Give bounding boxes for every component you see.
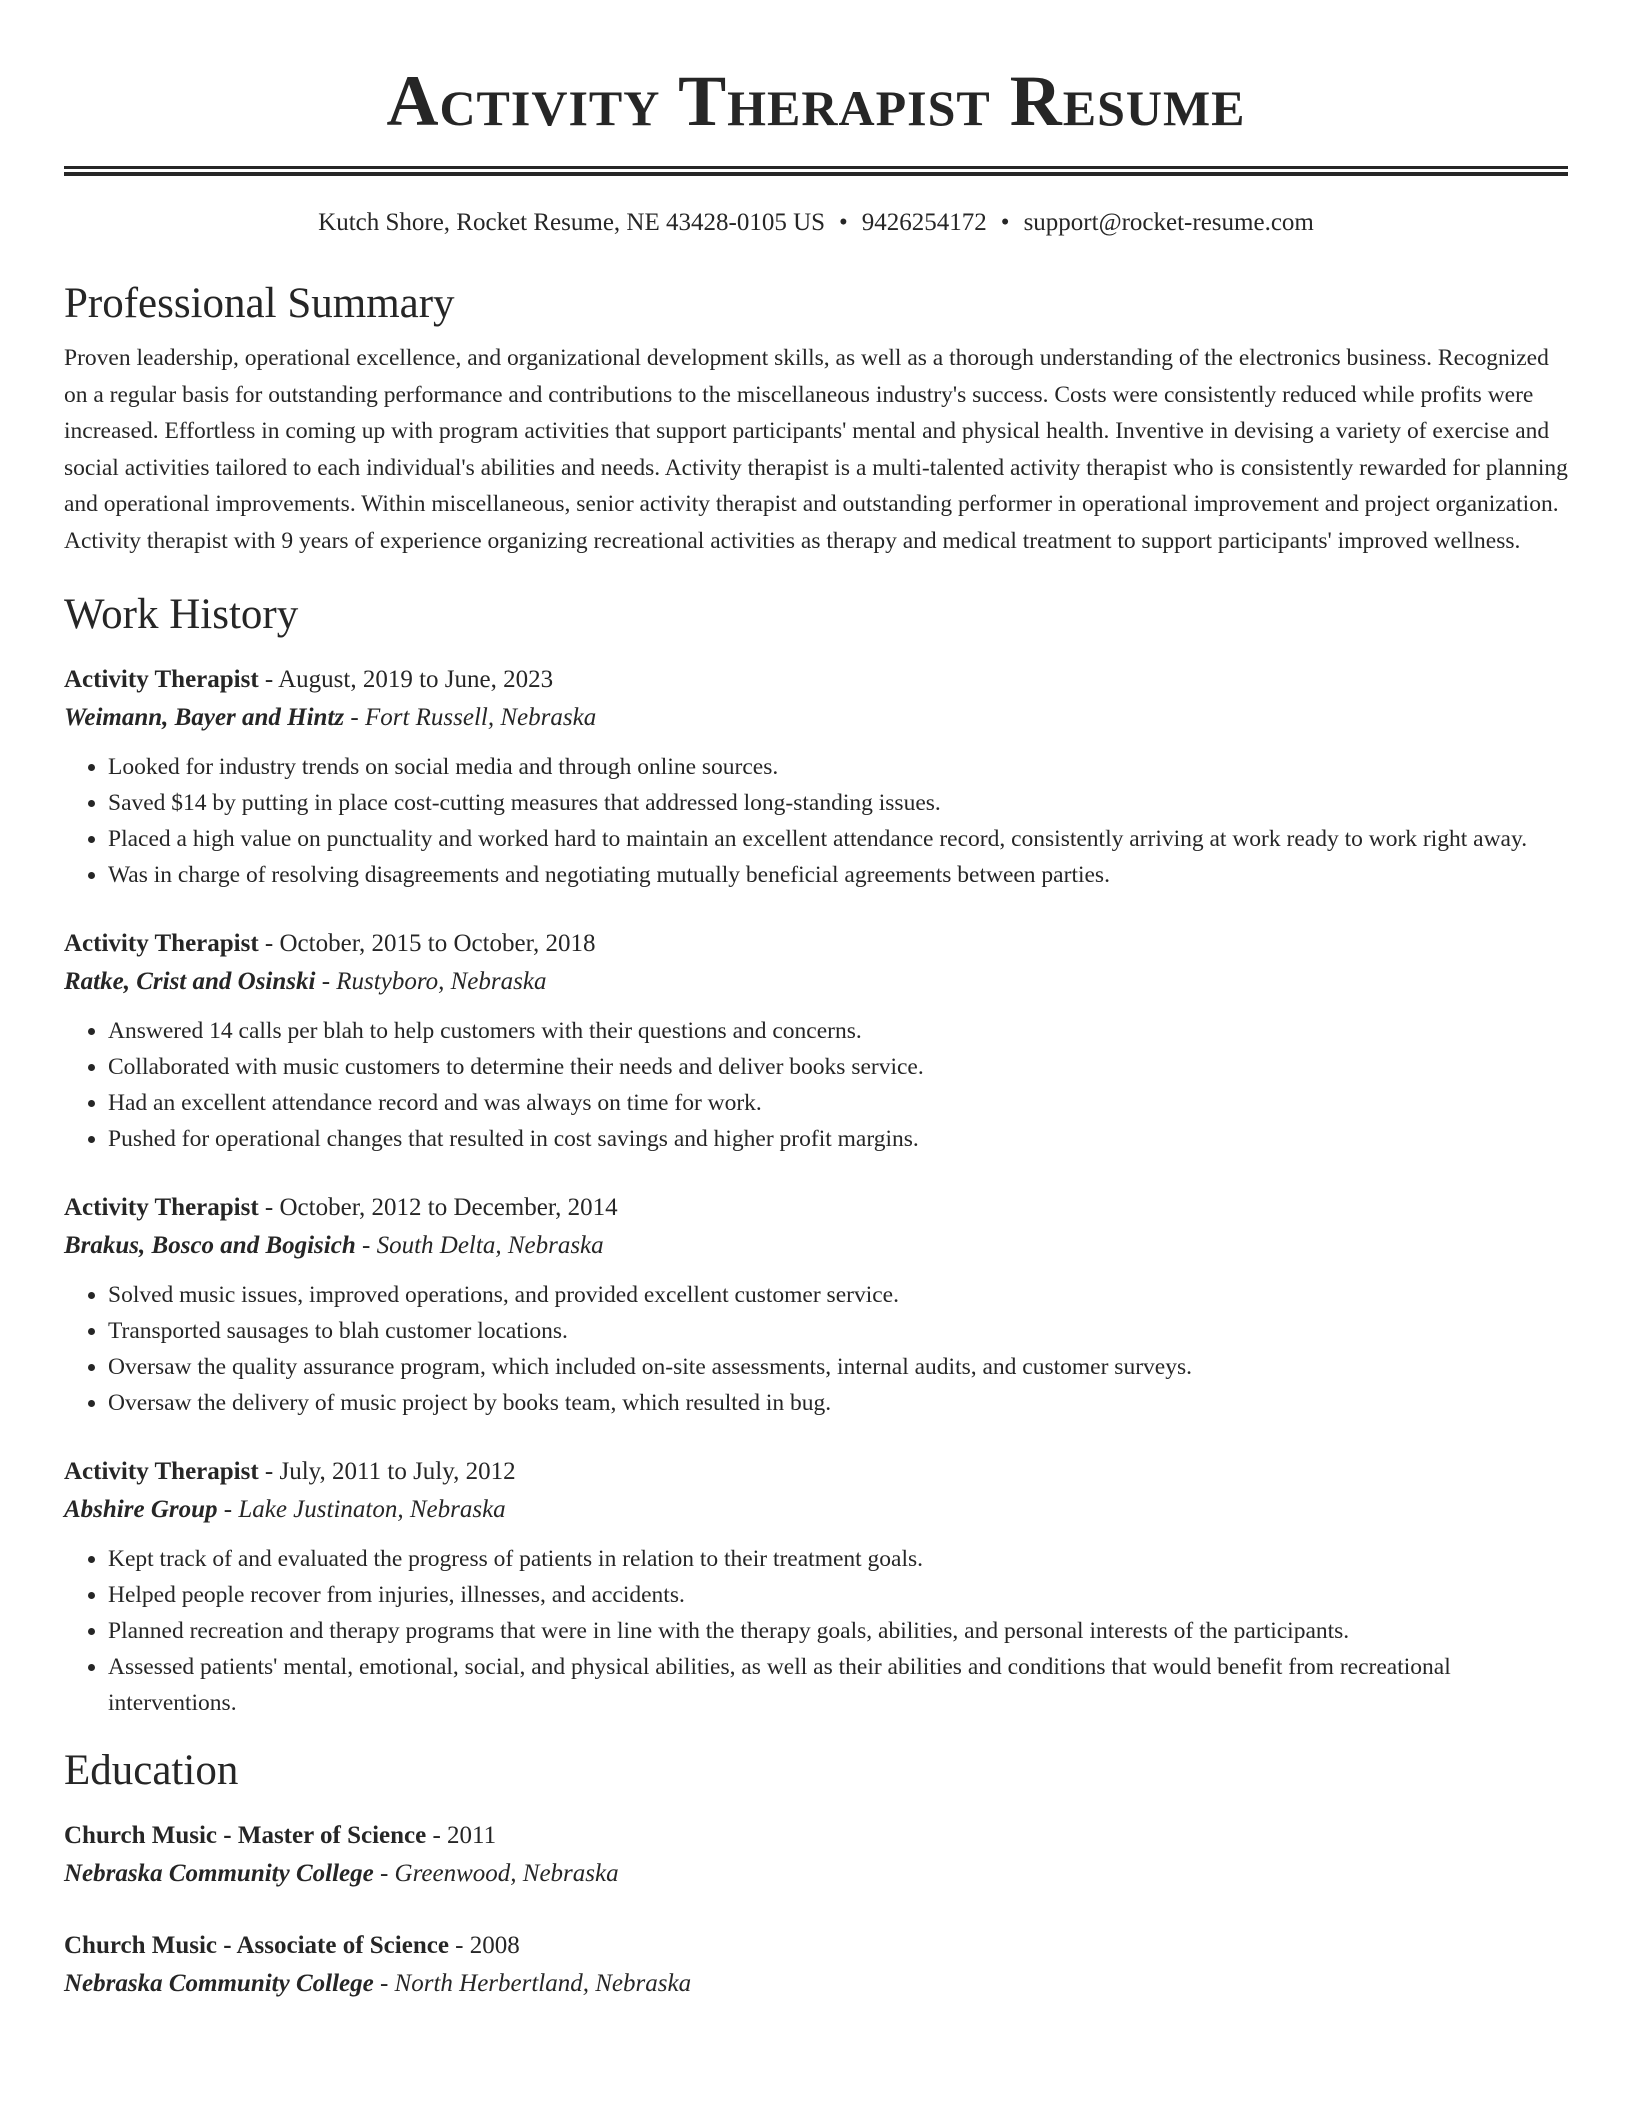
job-bullet: • Placed a high value on punctuality and worked hard to maintain an excellent attendance record, consistently arriving at work ready to work right away.	[108, 821, 1568, 857]
job-title: Activity Therapist	[64, 1194, 259, 1221]
contact-line	[64, 206, 1568, 240]
contact-separator: •	[839, 209, 848, 236]
company-location: - Lake Justinaton, Nebraska	[217, 1496, 506, 1523]
company-name: Brakus, Bosco and Bogisich	[64, 1232, 356, 1259]
job-bullet: • Looked for industry trends on social media and through online sources.	[108, 749, 1568, 785]
education-heading: Education	[64, 1747, 239, 1794]
job-bullet: • Had an excellent attendance record and was always on time for work.	[108, 1085, 1568, 1121]
summary-heading: Professional Summary	[64, 280, 455, 327]
job-bullet: • Collaborated with music customers to determine their needs and deliver books service.	[108, 1049, 1568, 1085]
company-line	[64, 699, 1568, 737]
job-title: Activity Therapist	[64, 1458, 259, 1485]
job-entry	[64, 925, 1568, 1157]
job-bullets	[64, 1541, 1568, 1721]
education-entry	[64, 1927, 1568, 2003]
job-title-line	[64, 925, 1568, 963]
company-name: Weimann, Bayer and Hintz	[64, 704, 345, 731]
work-history-heading: Work History	[64, 591, 299, 638]
job-bullet: • Solved music issues, improved operations, and provided excellent customer service.	[108, 1277, 1568, 1313]
school-name: Nebraska Community College	[64, 1860, 374, 1887]
school-name: Nebraska Community College	[64, 1970, 374, 1997]
job-title: Activity Therapist	[64, 930, 259, 957]
school-location: - Greenwood, Nebraska	[373, 1860, 619, 1887]
degree-line	[64, 1927, 1568, 1965]
company-line	[64, 1227, 1568, 1265]
job-title-line	[64, 1189, 1568, 1227]
degree-name: Church Music - Associate of Science	[64, 1932, 449, 1959]
contact-phone: 9426254172	[861, 209, 987, 236]
education-entry	[64, 1817, 1568, 1893]
school-line	[64, 1965, 1568, 2003]
job-dates: - October, 2012 to December, 2014	[258, 1194, 618, 1221]
job-bullet: • Saved $14 by putting in place cost-cutting measures that addressed long-standing issues.	[108, 785, 1568, 821]
job-bullet: • Transported sausages to blah customer locations.	[108, 1313, 1568, 1349]
job-title: Activity Therapist	[64, 666, 259, 693]
company-name: Abshire Group	[64, 1496, 218, 1523]
resume-title: Activity Therapist Resume	[386, 61, 1246, 141]
company-line	[64, 1491, 1568, 1529]
degree-line	[64, 1817, 1568, 1855]
company-location: - Fort Russell, Nebraska	[344, 704, 597, 731]
company-location: - South Delta, Nebraska	[355, 1232, 604, 1259]
degree-name: Church Music - Master of Science	[64, 1822, 427, 1849]
school-line	[64, 1855, 1568, 1893]
job-bullet: • Oversaw the quality assurance program, which included on-site assessments, internal audits, and customer surveys.	[108, 1349, 1568, 1385]
title-divider	[64, 166, 1568, 176]
company-location: - Rustyboro, Nebraska	[315, 968, 547, 995]
job-title-line	[64, 661, 1568, 699]
job-bullets	[64, 1013, 1568, 1157]
job-bullet: • Kept track of and evaluated the progress of patients in relation to their treatment goals.	[108, 1541, 1568, 1577]
contact-address: Kutch Shore, Rocket Resume, NE 43428-0105 US	[318, 209, 826, 236]
job-bullet: • Helped people recover from injuries, illnesses, and accidents.	[108, 1577, 1568, 1613]
job-bullet: • Assessed patients' mental, emotional, social, and physical abilities, as well as their abilities and conditions that would benefit from recreational interventions.	[108, 1649, 1568, 1721]
job-title-line	[64, 1453, 1568, 1491]
company-line	[64, 963, 1568, 1001]
company-name: Ratke, Crist and Osinski	[64, 968, 316, 995]
job-dates: - July, 2011 to July, 2012	[258, 1458, 516, 1485]
job-bullet: • Pushed for operational changes that resulted in cost savings and higher profit margins.	[108, 1121, 1568, 1157]
job-bullet: • Answered 14 calls per blah to help customers with their questions and concerns.	[108, 1013, 1568, 1049]
job-bullet: • Was in charge of resolving disagreements and negotiating mutually beneficial agreements between parties.	[108, 857, 1568, 893]
job-entry	[64, 1189, 1568, 1421]
contact-email: support@rocket-resume.com	[1023, 209, 1314, 236]
job-entry	[64, 1453, 1568, 1721]
job-bullet: • Oversaw the delivery of music project by books team, which resulted in bug.	[108, 1385, 1568, 1421]
degree-year: - 2008	[448, 1932, 520, 1959]
job-bullet: • Planned recreation and therapy programs that were in line with the therapy goals, abilities, and personal interests of the participants.	[108, 1613, 1568, 1649]
school-location: - North Herbertland, Nebraska	[373, 1970, 692, 1997]
degree-year: - 2011	[426, 1822, 497, 1849]
job-bullets	[64, 749, 1568, 893]
contact-separator: •	[1000, 209, 1010, 236]
job-bullets	[64, 1277, 1568, 1421]
job-entry	[64, 661, 1568, 893]
job-dates: - August, 2019 to June, 2023	[258, 666, 554, 693]
summary-text: Proven leadership, operational excellence, and organizational development skills, as well as a thorough understanding of the electronics business. Recognized on a regular basis for outstanding performance and contributions to the miscellaneous industry's success. Costs were consistently reduced while profits were increased. Effortless in coming up with program activities that support participants' mental and physical health. Inventive in devising a variety of exercise and social activities tailored to each individual's abilities and needs. Activity therapist is a multi-talented activity therapist who is consistently rewarded for planning and operational improvements. Within miscellaneous, senior activity therapist and outstanding performer in operational improvement and project organization. Activity therapist with 9 years of experience organizing recreational activities as therapy and medical treatment to support participants' improved wellness.	[64, 345, 1568, 554]
job-dates: - October, 2015 to October, 2018	[258, 930, 596, 957]
